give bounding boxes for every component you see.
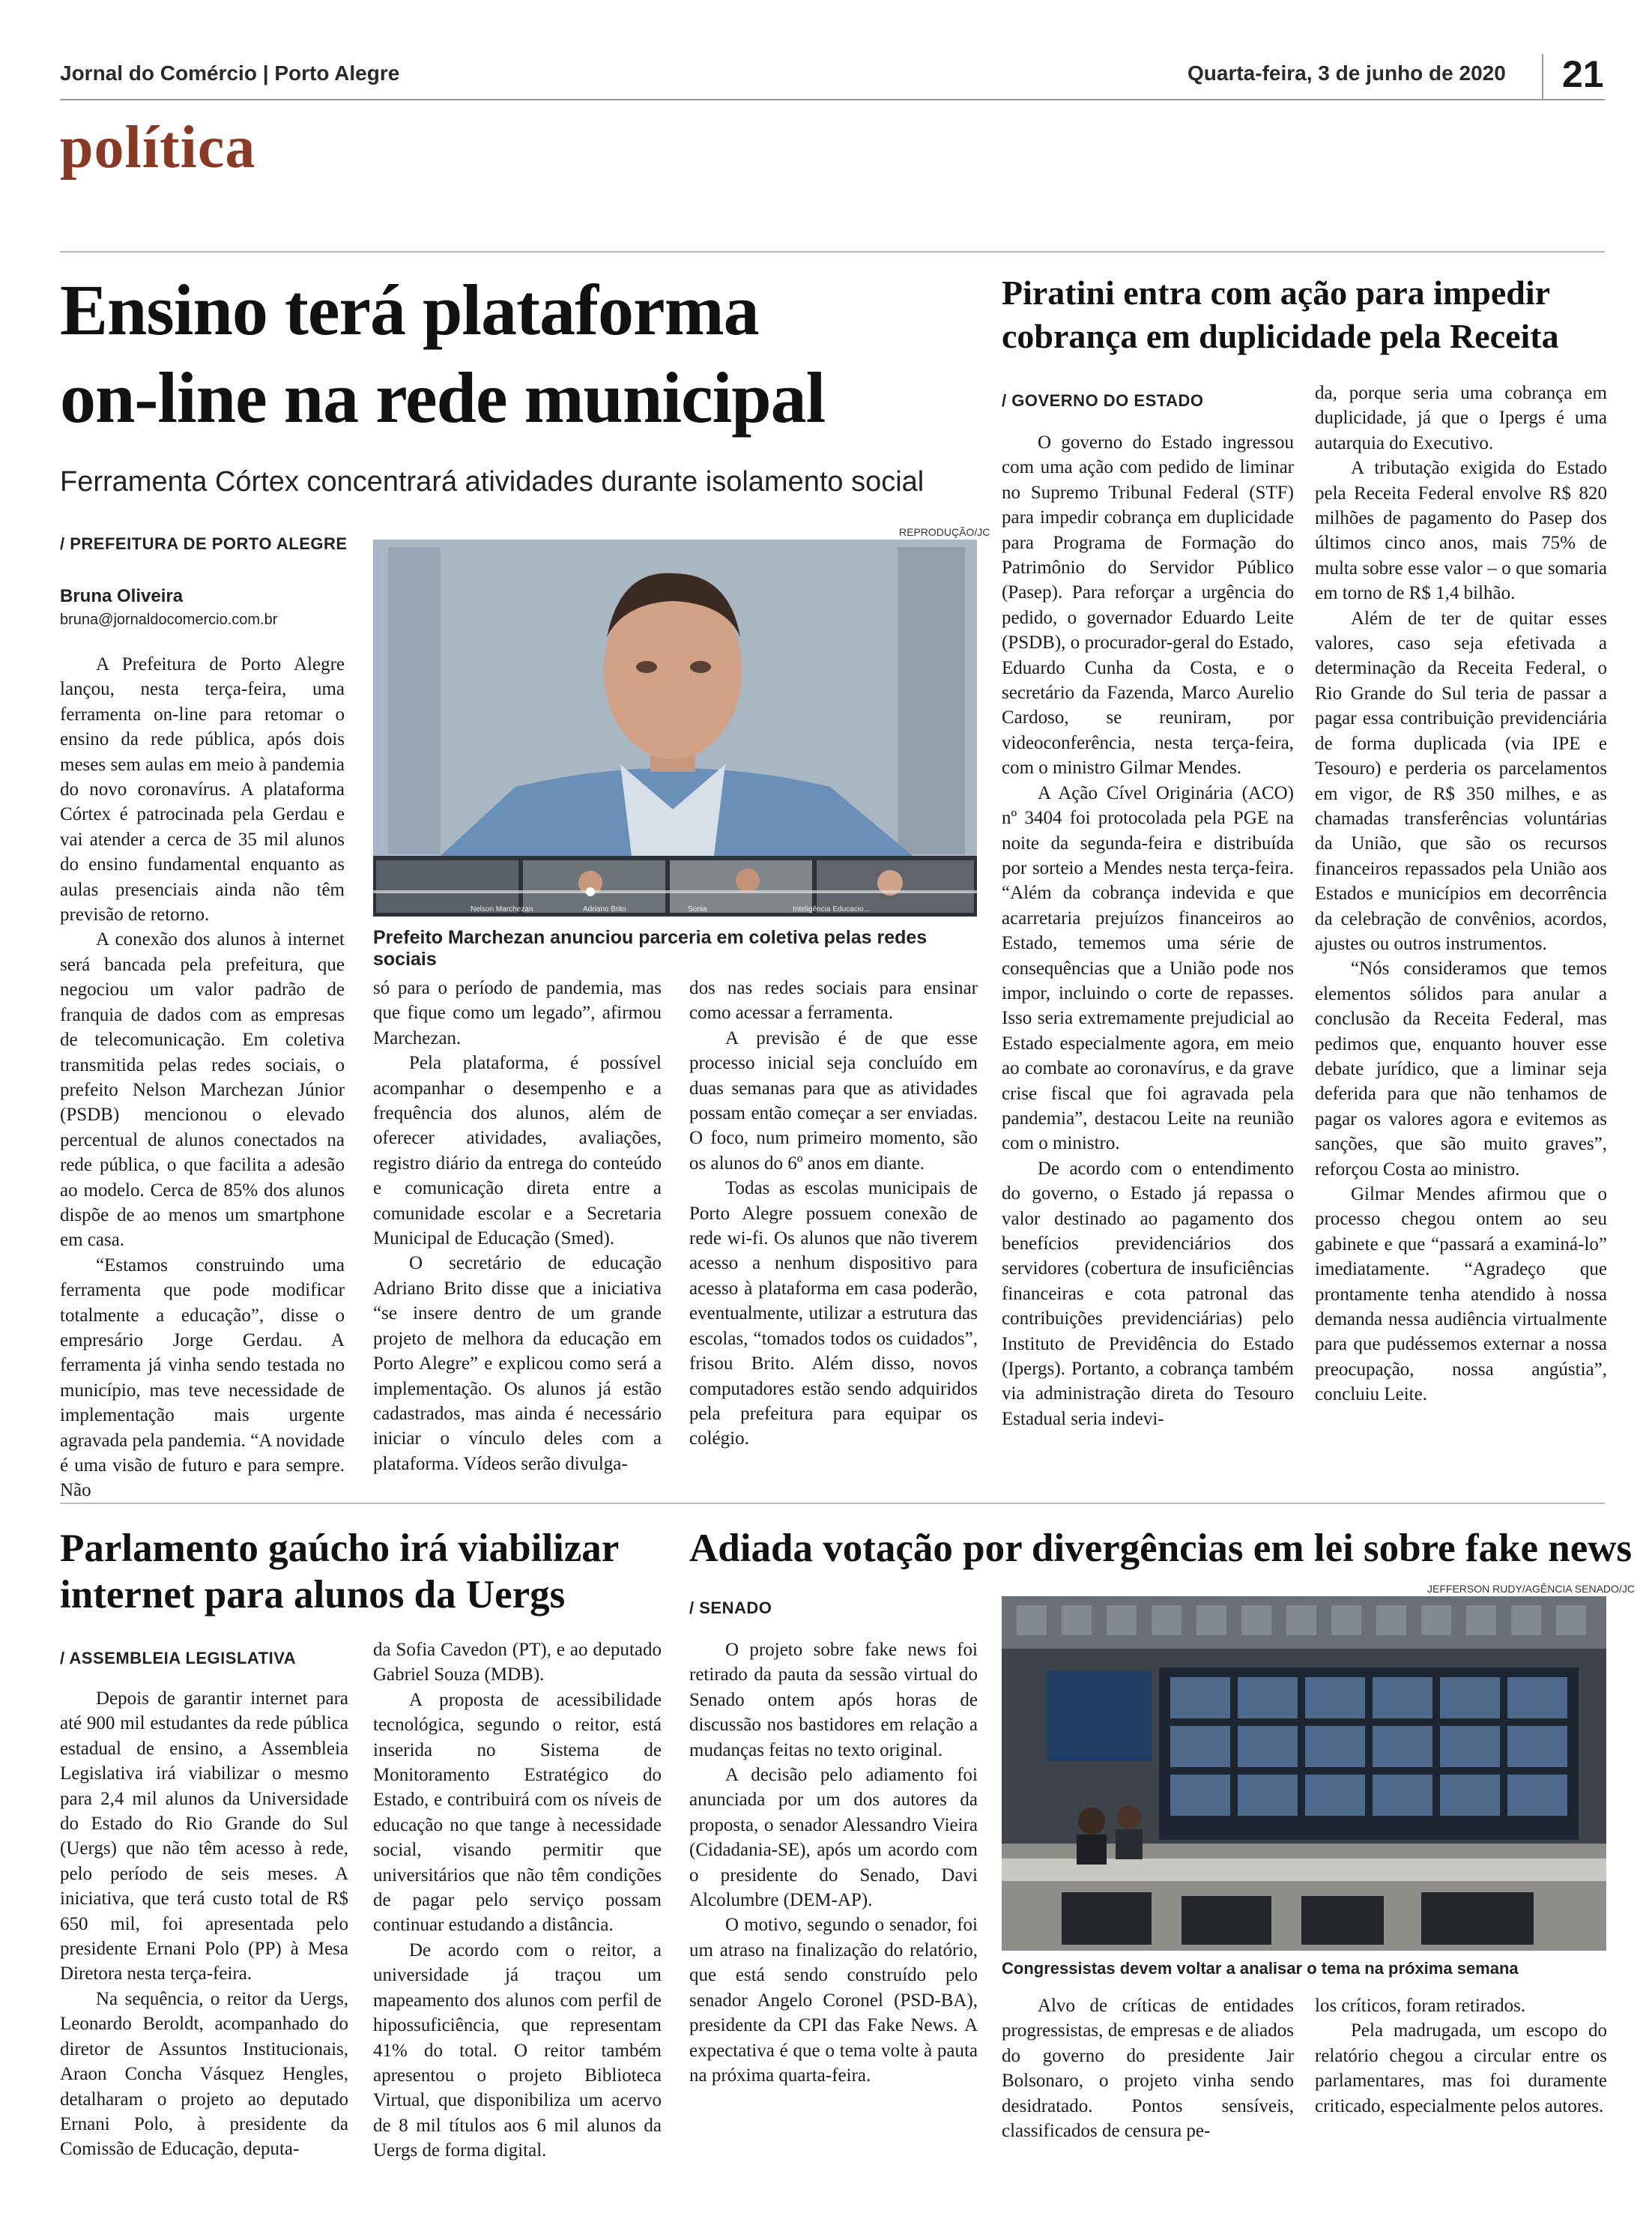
right-headline	[1002, 271, 1601, 358]
section-rule	[60, 251, 1605, 253]
tile-label-1: Nelson Marchezan	[471, 905, 533, 914]
main-headline-line2: on-line na rede municipal	[60, 357, 826, 438]
right-article-column-2	[1315, 381, 1607, 1407]
paragraph: los críticos, foram retirados.	[1315, 1996, 1526, 2016]
paragraph: De acordo com o reitor, a universidade já traçou um mapeamento dos alunos com perfil de hipossuficiência, que representam 41% do total. O reitor também apresentou o projeto Biblioteca Virtual, que disponibiliza um acervo de 8 mil títulos aos 6 mil alunos da Uergs de forma digital.	[373, 1939, 662, 2161]
paragraph: da Sofia Cavedon (PT), e ao deputado Gabriel Souza (MDB).	[373, 1640, 662, 1685]
issue-date: Quarta-feira, 3 de junho de 2020	[1187, 61, 1506, 85]
paragraph: “Estamos construindo uma ferramenta que pode modificar totalmente a educação”, disse o empresário Jorge Gerdau. A ferramenta já vinha sendo testada no município, mas teve necessidade de implementação mais urgente agravada pela pandemia. “A novidade é uma visão de futuro e para sempre. Não	[60, 1255, 345, 1501]
bottom-left-headline	[60, 1525, 674, 1618]
main-headline-line1: Ensino terá plataforma	[60, 270, 759, 350]
tile-label-3: Sonia	[688, 905, 707, 914]
paragraph: “Nós consideramos que temos elementos sólidos para anular a conclusão da Receita Federal, mas pedimos que, enquanto houver esse debate jurídico, que a liminar seja deferida para que não tenhamos de pagar os valores agora e evitemos as sanções, que são muito graves”, reforçou Costa ao ministro.	[1315, 958, 1607, 1180]
paragraph: Além de ter de quitar esses valores, caso seja efetivada a determinação da Receita Federal, o Rio Grande do Sul teria de passar a pagar essa contribuição previdenciária de forma duplicada (via IPE e Tesouro) e perderia os parcelamentos em vigor, de R$ 350 milhes, e as chamadas transferências voluntárias da União, que são os recursos financeiros repassados pela União aos Estados e municípios em decorrência da celebração de convênios, acordos, ajustes ou outros instrumentos.	[1315, 608, 1607, 954]
right-rubric: / GOVERNO DO ESTADO	[1002, 391, 1204, 410]
bottom-right-column-2	[1002, 1993, 1294, 2143]
tile-label-4: Inteligência Educacio...	[793, 905, 870, 914]
paragraph: A conexão dos alunos à internet será bancada pela prefeitura, que negociou um valor padrão de franquia de dados com as empresas de telecomunicação. Em coletiva transmitida pelas redes sociais, o prefeito Nelson Marchezan Júnior (PSDB) mencionou o elevado percentual de alunos conectados na rede pública, o que facilita a adesão ao modelo. Cerca de 85% dos alunos dispõe de ao menos um smartphone em casa.	[60, 929, 345, 1251]
paragraph: A tributação exigida do Estado pela Receita Federal envolve R$ 820 milhões de pagamento do Pasep dos últimos cinco anos, mais 75% de multa sobre esse valor – o que somaria em torno de R$ 1,4 bilhão.	[1315, 458, 1607, 604]
tile-label-2: Adriano Brito	[583, 905, 626, 914]
paragraph: dos nas redes sociais para ensinar como acessar a ferramenta.	[689, 978, 978, 1024]
paragraph: Alvo de críticas de entidades progressistas, de empresas e de aliados do governo do presidente Jair Bolsonaro, o projeto vinha sendo desidratado. Pontos sensíveis, classificados de censura pe-	[1002, 1996, 1294, 2142]
newspaper-name: Jornal do Comércio | Porto Alegre	[60, 61, 400, 85]
paragraph: A decisão pelo adiamento foi anunciada por um dos autores da proposta, o senador Alessandro Vieira (Cidadania-SE), após um acordo com o presidente do Senado, Davi Alcolumbre (DEM-AP).	[689, 1765, 978, 1911]
bottom-left-rubric: / ASSEMBLEIA LEGISLATIVA	[60, 1649, 297, 1667]
main-photo-caption: Prefeito Marchezan anunciou parceria em coletiva pelas redes sociais	[373, 927, 928, 970]
byline-author: Bruna Oliveira	[60, 586, 184, 606]
paragraph: De acordo com o entendimento do governo, o Estado já repassa o valor destinado ao pagamento dos benefícios previdenciários dos servidores (cobertura de insuficiências financeiras e cota patronal das contribuições previdenciárias) pelo Instituto de Previdência do Estado (Ipergs). Portanto, a cobrança também via administração direta do Tesouro Estadual seria indevi-	[1002, 1158, 1294, 1429]
right-headline-line1: Piratini entra com ação para impedir	[1002, 274, 1551, 312]
paragraph: A previsão é de que esse processo inicial seja concluído em duas semanas para que as atividades possam então começar a ser enviadas. O foco, num primeiro momento, são os alunos do 6º anos em diante.	[689, 1027, 978, 1174]
paragraph: Pela plataforma, é possível acompanhar o desempenho e a frequência dos alunos, além de oferecer atividades, avaliações, registro diário da entrega do conteúdo e comunicação direta entre a comunidade escolar e a Secretaria Municipal de Educação (Smed).	[373, 1053, 662, 1249]
bottom-right-rubric: / SENADO	[689, 1598, 772, 1617]
senate-photo	[1002, 1596, 1606, 1951]
senate-photo-credit: JEFFERSON RUDY/AGÊNCIA SENADO/JC	[1427, 1583, 1635, 1595]
senate-photo-caption: Congressistas devem voltar a analisar o tema na próxima semana	[1002, 1959, 1519, 1978]
main-headline	[60, 266, 959, 441]
paragraph: O governo do Estado ingressou com uma ação com pedido de liminar no Supremo Tribunal Federal (STF) para impedir cobrança em duplicidade para Programa de Formação do Patrimônio do Servidor Público (Pasep). Para reforçar a urgência do pedido, o governador Eduardo Leite (PSDB), o procurador-geral do Estado, Eduardo Cunha da Costa, e o secretário da Fazenda, Marco Aurelio Cardoso, se reuniram, por videoconferência, nesta terça-feira, com o ministro Gilmar Mendes.	[1002, 432, 1294, 779]
right-article-column-1	[1002, 430, 1294, 1431]
byline-email: bruna@jornaldocomercio.com.br	[60, 612, 278, 628]
masthead-rule	[60, 99, 1605, 100]
paragraph: O projeto sobre fake news foi retirado da pauta da sessão virtual do Senado ontem após horas de discussão nos bastidores em relação a mudanças feitas no texto original.	[689, 1640, 978, 1760]
paragraph: Depois de garantir internet para até 900 mil estudantes da rede pública estadual de ensino, a Assembleia Legislativa irá viabilizar o mesmo para 2,4 mil alunos da Universidade do Estado do Rio Grande do Sul (Uergs) que não têm acesso à rede, pelo período de seis meses. A iniciativa, que terá custo total de R$ 650 mil, foi apresentada pelo presidente Ernani Polo (PP) à Mesa Diretora nesta terça-feira.	[60, 1688, 348, 1984]
paragraph: Gilmar Mendes afirmou que o processo chegou ontem ao seu gabinete e que “passará a examiná-lo” imediatamente. “Agradeço que prontamente tenha atendido à nossa demanda nessa audiência virtualmente para que pudéssemos externar a nossa preocupação, nossa angústia”, concluiu Leite.	[1315, 1184, 1607, 1405]
right-headline-line2: cobrança em duplicidade pela Receita	[1002, 317, 1559, 355]
main-article-column-1	[60, 652, 345, 1503]
section-divider	[60, 1503, 1605, 1504]
paragraph: O secretário de educação Adriano Brito disse que a iniciativa “se insere dentro de um grande projeto de melhora da educação em Porto Alegre” e explicou como será a implementação. Os alunos já estão cadastrados, mas ainda é necessário iniciar o vínculo deles com a plataforma. Vídeos serão divulga-	[373, 1253, 662, 1474]
main-photo	[373, 540, 977, 917]
paragraph: Todas as escolas municipais de Porto Alegre possuem conexão de rede wi-fi. Os alunos que não tiverem acesso a nenhum dispositivo para acesso à plataforma em casa poderão, eventualmente, utilizar a estrutura das escolas, “tomados todos os cuidados”, frisou Brito. Além disso, novos computadores estão sendo adquiridos pela prefeitura para equipar os colégio.	[689, 1178, 978, 1449]
bottom-right-column-3	[1315, 1993, 1607, 2119]
main-photo-credit: REPRODUÇÃO/JC	[899, 526, 990, 538]
main-rubric: / PREFEITURA DE PORTO ALEGRE	[60, 534, 348, 553]
main-article-column-2	[373, 976, 662, 1476]
section-title: política	[60, 115, 256, 181]
bottom-left-headline-line2: internet para alunos da Uergs	[60, 1573, 566, 1616]
page-number: 21	[1562, 53, 1604, 95]
bottom-right-column-1	[689, 1637, 978, 2088]
paragraph: O motivo, segundo o senador, foi um atraso na finalização do relatório, que está sendo construído pelo senador Angelo Coronel (PSD-BA), presidente da CPI das Fake News. A expectativa é que o tema volte à pauta na próxima quarta-feira.	[689, 1915, 978, 2086]
videoconference-image	[373, 540, 977, 917]
bottom-left-column-2	[373, 1637, 662, 2164]
bottom-right-headline: Adiada votação por divergências em lei sobre fake news	[689, 1527, 1633, 1570]
paragraph: Na sequência, o reitor da Uergs, Leonardo Beroldt, acompanhado do diretor de Assuntos Institucionais, Araon Concha Vásquez Hengles, detalharam o projeto ao deputado Ernani Polo, à presidente da Comissão de Educação, deputa-	[60, 1988, 348, 2160]
main-subheadline: Ferramenta Córtex concentrará atividades durante isolamento social	[60, 466, 925, 498]
bottom-left-headline-line1: Parlamento gaúcho irá viabilizar	[60, 1527, 620, 1570]
paragraph: Pela madrugada, um escopo do relatório chegou a circular entre os parlamentares, mas foi duramente criticado, especialmente pelos autores.	[1315, 2020, 1607, 2116]
main-article-column-3	[689, 976, 978, 1452]
senate-chamber-image	[1002, 1596, 1606, 1951]
paragraph: A Prefeitura de Porto Alegre lançou, nesta terça-feira, uma ferramenta on-line para retomar o ensino da rede pública, após dois meses sem aulas em meio à pandemia do novo coronavírus. A plataforma Córtex é patrocinada pela Gerdau e vai atender a cerca de 35 mil alunos do ensino fundamental enquanto as aulas presenciais ainda não têm previsão de retorno.	[60, 654, 345, 926]
masthead-divider	[1542, 54, 1543, 100]
paragraph: da, porque seria uma cobrança em duplicidade, já que o Ipergs é uma autarquia do Executivo.	[1315, 383, 1607, 453]
paragraph: A Ação Cível Originária (ACO) nº 3404 foi protocolada pela PGE na noite da segunda-feira e distribuída por sorteio a Mendes nesta terça-feira. “Além da cobrança indevida e que acarretaria prejuízos financeiros ao Estado, tememos uma série de consequências que a União pode nos impor, incluindo o corte de repasses. Isso seria extremamente prejudicial ao Estado especialmente agora, em meio ao combate ao coronavírus, e da grave crise fiscal que foi agravada pela pandemia”, destacou Leite na reunião com o ministro.	[1002, 782, 1294, 1154]
bottom-left-column-1	[60, 1686, 348, 2162]
paragraph: A proposta de acessibilidade tecnológica, segundo o reitor, está inserida no Sistema de Monitoramento Estratégico do Estado, e contribuirá com os níveis de educação no que tange à necessidade social, visando permitir que universitários que não têm condições de pagar pelo serviço possam continuar estudando a distância.	[373, 1689, 662, 1936]
paragraph: só para o período de pandemia, mas que fique como um legado”, afirmou Marchezan.	[373, 978, 662, 1048]
